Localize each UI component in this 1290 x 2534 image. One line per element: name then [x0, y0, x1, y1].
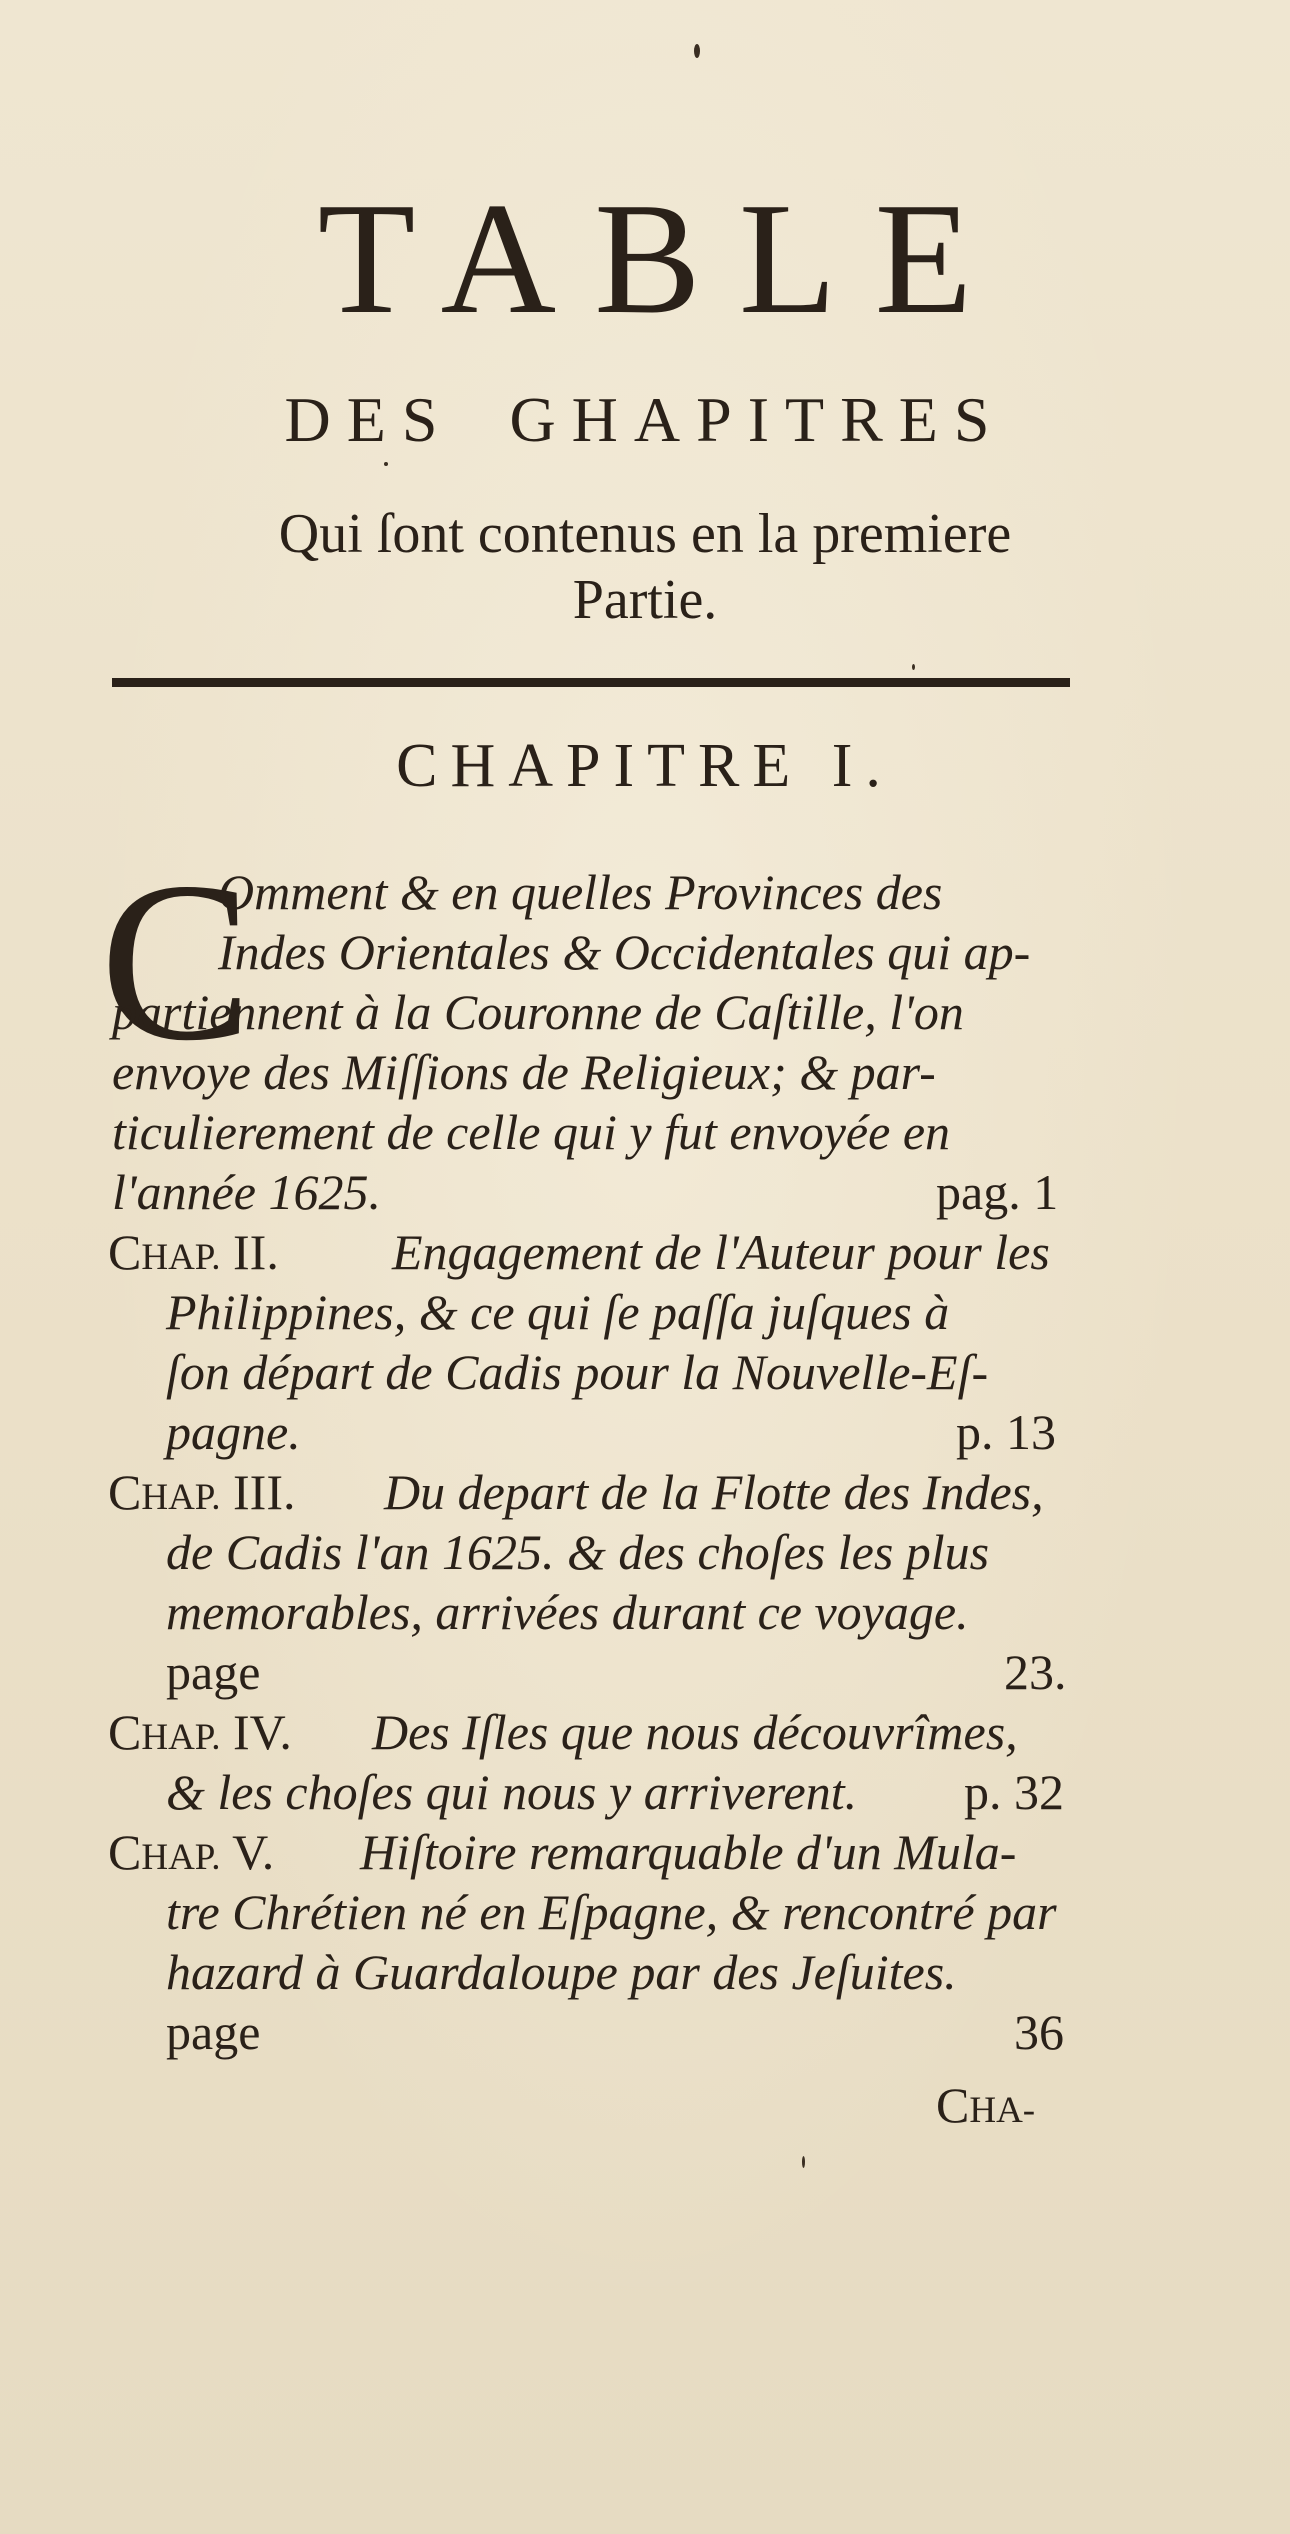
contents-description: Qui ſont contenus en la premiere — [278, 503, 1012, 565]
chapter-3-label — [108, 1464, 296, 1520]
section-divider — [112, 678, 1070, 687]
ink-speck — [912, 664, 915, 670]
chapter-1-line-2: Indes Orientales & Occidentales qui ap- — [218, 924, 1031, 980]
subtitle-word-des: DES — [284, 384, 454, 455]
ink-speck — [384, 462, 388, 466]
chapter-5-line-1: Hiſtoire remarquable d'un Mula- — [360, 1824, 1017, 1880]
chapter-3-page-ref: 23. — [1004, 1644, 1067, 1700]
chapter-3-page-word: page — [166, 1644, 261, 1700]
chapter-1-line-3: partiennent à la Couronne de Caſtille, l'on — [112, 984, 964, 1040]
chapter-3-line-3: memorables, arrivées durant ce voyage. — [166, 1584, 969, 1640]
chapter-label-rest: HAP. — [141, 1237, 221, 1278]
chapter-2-line-4: pagne. — [166, 1404, 301, 1460]
ink-speck — [802, 2156, 805, 2168]
page-title: TABLE — [317, 169, 1011, 347]
drop-cap: C — [100, 836, 253, 1088]
chapter-label-initial: C — [108, 1464, 142, 1520]
chapter-label-initial: C — [108, 1704, 142, 1760]
catchword — [936, 2077, 1036, 2133]
catchword-rest: HA- — [969, 2090, 1036, 2131]
chapter-label-rest: HAP. — [141, 1477, 221, 1518]
chapter-2-line-2: Philippines, & ce qui ſe paſſa juſques à — [166, 1284, 950, 1340]
chapter-number: III. — [233, 1464, 296, 1520]
chapter-2-page-ref: p. 13 — [956, 1404, 1056, 1460]
chapter-1-line-4: envoye des Miſſions de Religieux; & par- — [112, 1044, 936, 1100]
chapter-2-line-1: Engagement de l'Auteur pour les — [392, 1224, 1050, 1280]
chapter-number: IV. — [233, 1704, 292, 1760]
page-subtitle — [0, 384, 1290, 455]
chapter-5-line-2: tre Chrétien né en Eſpagne, & rencontré par — [166, 1884, 1057, 1940]
chapter-2-line-3: ſon départ de Cadis pour la Nouvelle-Eſ- — [166, 1344, 989, 1400]
chapter-number: II. — [233, 1224, 279, 1280]
chapter-4-label — [108, 1704, 292, 1760]
catchword-initial: C — [936, 2077, 970, 2133]
chapter-1-line-6: l'année 1625. — [112, 1164, 381, 1220]
chapter-label-initial: C — [108, 1824, 142, 1880]
chapter-4-line-1: Des Iſles que nous découvrîmes, — [372, 1704, 1018, 1760]
chapter-5-page-word: page — [166, 2004, 261, 2060]
chapter-label-rest: HAP. — [141, 1717, 221, 1758]
subtitle-word-chapitres: GHAPITRES — [509, 384, 1006, 455]
chapter-1-page-ref: pag. 1 — [936, 1164, 1059, 1220]
chapter-1-line-1: Omment & en quelles Provinces des — [218, 864, 943, 920]
ink-speck — [694, 44, 700, 58]
chapter-5-page-ref: 36 — [1014, 2004, 1064, 2060]
chapter-1-line-5: ticulierement de celle qui y fut envoyée en — [112, 1104, 951, 1160]
chapter-2-label — [108, 1224, 279, 1280]
chapter-3-line-2: de Cadis l'an 1625. & des choſes les plus — [166, 1524, 990, 1580]
chapter-label-initial: C — [108, 1224, 142, 1280]
chapter-heading: CHAPITRE I. — [396, 732, 894, 800]
chapter-number: V. — [232, 1824, 275, 1880]
chapter-5-label — [108, 1824, 275, 1880]
chapter-4-page-ref: p. 32 — [964, 1764, 1064, 1820]
chapter-5-line-3: hazard à Guardaloupe par des Jeſuites. — [166, 1944, 957, 2000]
partie-label: Partie. — [572, 569, 718, 631]
chapter-label-rest: HAP. — [141, 1837, 221, 1878]
chapter-3-line-1: Du depart de la Flotte des Indes, — [384, 1464, 1044, 1520]
chapter-4-line-2: & les choſes qui nous y arriverent. — [166, 1764, 858, 1820]
